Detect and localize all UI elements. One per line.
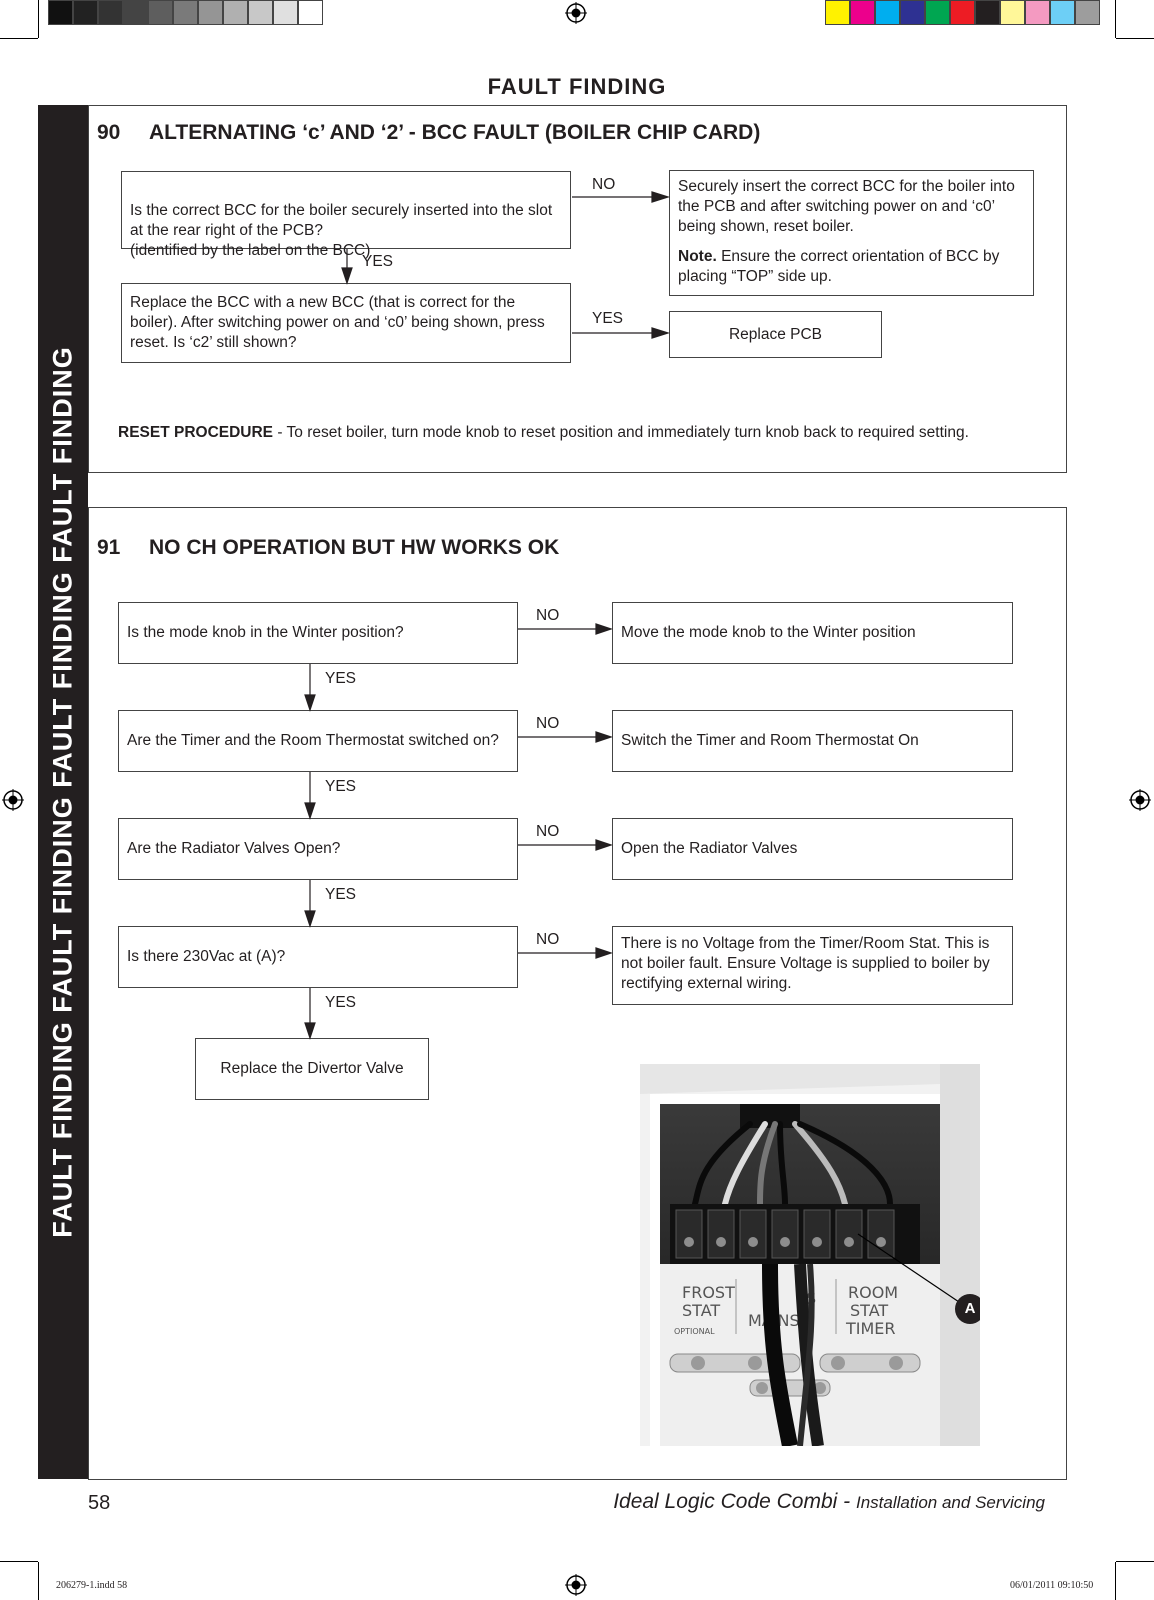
no-label: NO	[592, 176, 616, 193]
section-number: 90	[97, 121, 121, 144]
arrowhead-icon	[596, 732, 611, 742]
yes-label: YES	[325, 670, 357, 687]
callout-label: A	[964, 1300, 976, 1317]
no-label: NO	[536, 931, 560, 948]
terminal-label-stat-2: STAT	[850, 1301, 889, 1320]
action-text: Securely insert the correct BCC for the boiler into the PCB and after switching power on and ‘c0’ being shown, reset boiler.	[678, 178, 1015, 235]
question-text: Are the Timer and the Room Thermostat switched on?	[127, 732, 499, 749]
side-banner-text: FAULT FINDING FAULT FINDING FAULT FINDING FAULT FINDING	[47, 346, 78, 1238]
action-text: Replace PCB	[728, 325, 823, 343]
section-title: ALTERNATING ‘c’ AND ‘2’ - BCC FAULT (BOILER CHIP CARD)	[149, 121, 761, 144]
manual-subtitle: Installation and Servicing	[855, 1493, 1045, 1512]
arrowhead-icon	[305, 1023, 315, 1038]
yes-label: YES	[325, 886, 357, 903]
reset-text: - To reset boiler, turn mode knob to reset position and immediately turn knob back to required setting.	[273, 424, 969, 441]
yes-label: YES	[325, 778, 357, 795]
terminal-label-timer: TIMER	[846, 1319, 896, 1338]
action-text: There is no Voltage from the Timer/Room Stat. This is not boiler fault. Ensure Voltage is supplied to boiler by rectifying external wiring.	[621, 935, 990, 992]
terminal-label-s: S	[806, 1289, 817, 1308]
yes-label: YES	[362, 253, 394, 270]
arrowhead-icon	[305, 803, 315, 818]
crop-mark	[1116, 1561, 1154, 1562]
question-text: Are the Radiator Valves Open?	[127, 840, 341, 857]
no-label: NO	[536, 823, 560, 840]
arrowhead-icon	[305, 695, 315, 710]
question-text: Is the correct BCC for the boiler securely inserted into the slot at the rear right of the PCB? (identified by the label on the BCC)	[130, 202, 553, 259]
terminal-label-stat: STAT	[682, 1301, 721, 1320]
note-text: Note. Ensure the correct orientation of BCC by placing “TOP” side up.	[678, 248, 1000, 285]
action-text: Switch the Timer and Room Thermostat On	[621, 732, 919, 749]
question-text: Is the mode knob in the Winter position?	[127, 624, 404, 641]
product-name: Ideal Logic Code Combi -	[613, 1490, 856, 1513]
reset-label: RESET PROCEDURE	[118, 424, 274, 441]
callout-leader	[640, 1064, 980, 1446]
action-text: Replace the Divertor Valve	[220, 1060, 404, 1077]
action-text: Open the Radiator Valves	[621, 840, 798, 857]
crop-mark	[1115, 1562, 1116, 1600]
action-text: Move the mode knob to the Winter position	[621, 624, 916, 641]
terminal-label-optional: OPTIONAL	[674, 1327, 715, 1336]
arrowhead-icon	[596, 948, 611, 958]
section-number: 91	[97, 536, 121, 559]
yes-label: YES	[592, 310, 624, 327]
arrowhead-icon	[305, 911, 315, 926]
no-label: NO	[536, 607, 560, 624]
question-text: Replace the BCC with a new BCC (that is correct for the boiler). After switching power on and ‘c0’ being shown, press reset. Is ‘c2’ still shown?	[130, 294, 545, 351]
terminal-label-mains: MAINS	[748, 1311, 800, 1330]
terminal-block-photo	[640, 1064, 980, 1446]
no-label: NO	[536, 715, 560, 732]
arrowhead-icon	[596, 624, 611, 634]
terminal-label-frost: FROST	[682, 1283, 735, 1302]
print-slug-right: 06/01/2011 09:10:50	[1010, 1580, 1094, 1591]
arrowhead-icon	[596, 840, 611, 850]
section-title: NO CH OPERATION BUT HW WORKS OK	[149, 536, 560, 559]
footer-title	[613, 1490, 1045, 1514]
yes-label: YES	[325, 994, 357, 1011]
crop-mark	[0, 1561, 38, 1562]
terminal-label-room: ROOM	[848, 1283, 899, 1302]
registration-mark-icon	[565, 1574, 587, 1596]
print-slug-left: 206279-1.indd 58	[56, 1580, 128, 1591]
crop-mark	[38, 1562, 39, 1600]
page-number: 58	[88, 1492, 111, 1514]
page-title: FAULT FINDING	[487, 74, 667, 99]
question-text: Is there 230Vac at (A)?	[127, 948, 286, 965]
